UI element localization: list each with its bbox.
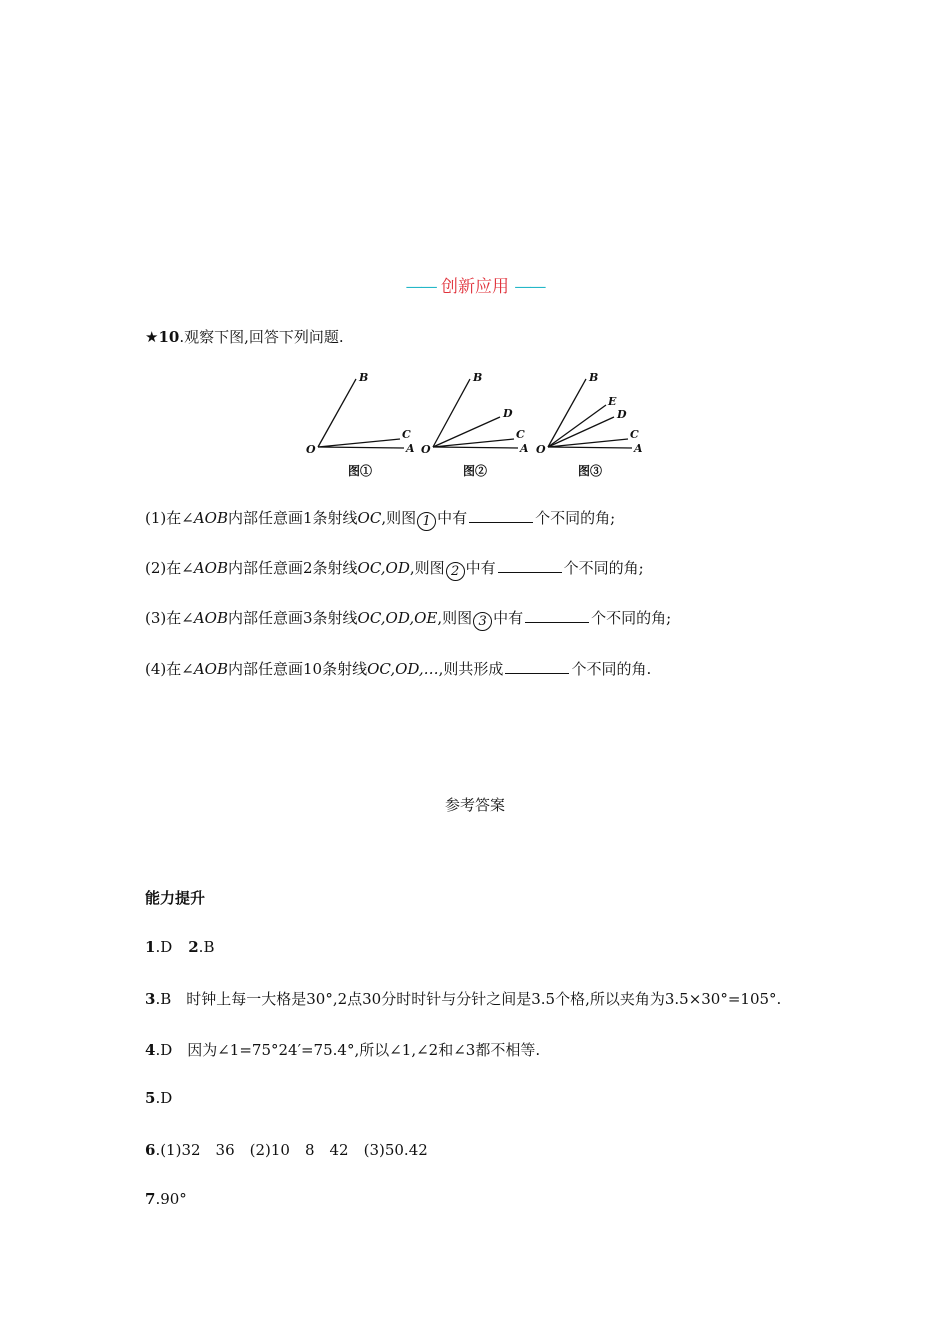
fig1-caption: 图① xyxy=(348,464,373,478)
subquestion-3: (3)在∠AOB内部任意画3条射线OC,OD,OE,则图 3 中有 个不同的角; xyxy=(145,609,672,629)
fig3-label-D: D xyxy=(617,408,627,421)
fig2-label-B: B xyxy=(473,371,483,384)
subquestion-2: (2)在∠AOB内部任意画2条射线OC,OD,则图 2 中有 个不同的角; xyxy=(145,559,644,579)
answer-blank[interactable] xyxy=(505,659,569,674)
answer-blank[interactable] xyxy=(498,558,562,573)
question-stem xyxy=(145,326,344,347)
answers-title: 参考答案 xyxy=(444,796,505,814)
fig3-label-A: A xyxy=(634,442,643,455)
section-title-text: 创新应用 xyxy=(441,277,509,297)
fig1-label-B: B xyxy=(359,371,369,384)
answer-row: 4.D 因为∠1=75°24′=75.4°,所以∠1,∠2和∠3都不相等. xyxy=(145,1041,541,1059)
fig2-caption: 图② xyxy=(463,464,488,478)
fig3-label-C: C xyxy=(630,428,639,441)
fig3-label-O: O xyxy=(536,443,546,456)
fig3-label-E: E xyxy=(608,395,617,408)
answer-row: 7.90° xyxy=(145,1190,187,1208)
answer-row: 1.D 2.B xyxy=(145,938,215,956)
figure-1 xyxy=(318,379,404,448)
section-title xyxy=(0,272,950,297)
circled-number: 3 xyxy=(473,612,492,631)
subquestion-1: (1)在∠AOB内部任意画1条射线OC,则图 1 中有 个不同的角; xyxy=(145,509,616,529)
angle-figures xyxy=(300,365,650,485)
fig2-label-A: A xyxy=(520,442,529,455)
star-icon: ★ xyxy=(145,328,159,346)
fig2-label-O: O xyxy=(421,443,431,456)
answer-row: 3.B 时钟上每一大格是30°,2点30分时时针与分针之间是3.5个格,所以夹角为3.5×30°=105°. xyxy=(145,990,782,1008)
section-heading: 能力提升 xyxy=(145,889,206,907)
fig1-label-C: C xyxy=(402,428,411,441)
fig2-label-C: C xyxy=(516,428,525,441)
answer-blank[interactable] xyxy=(469,508,533,523)
question-number: 10 xyxy=(158,328,180,346)
figure-group xyxy=(300,365,650,489)
title-dash-right: —— xyxy=(514,277,545,297)
fig3-caption: 图③ xyxy=(578,464,603,478)
fig1-label-A: A xyxy=(406,442,415,455)
circled-number: 2 xyxy=(446,562,465,581)
fig3-label-B: B xyxy=(589,371,599,384)
answer-row: 6.(1)32 36 (2)10 8 42 (3)50.42 xyxy=(145,1141,428,1159)
question-text: .观察下图,回答下列问题. xyxy=(179,328,344,346)
fig2-label-D: D xyxy=(503,407,513,420)
subquestion-4: (4)在∠AOB内部任意画10条射线OC,OD,…,则共形成 个不同的角. xyxy=(145,660,652,678)
answer-blank[interactable] xyxy=(525,608,589,623)
answer-row: 5.D xyxy=(145,1089,173,1107)
title-dash-left: —— xyxy=(405,277,436,297)
circled-number: 1 xyxy=(417,512,436,531)
fig1-label-O: O xyxy=(306,443,316,456)
